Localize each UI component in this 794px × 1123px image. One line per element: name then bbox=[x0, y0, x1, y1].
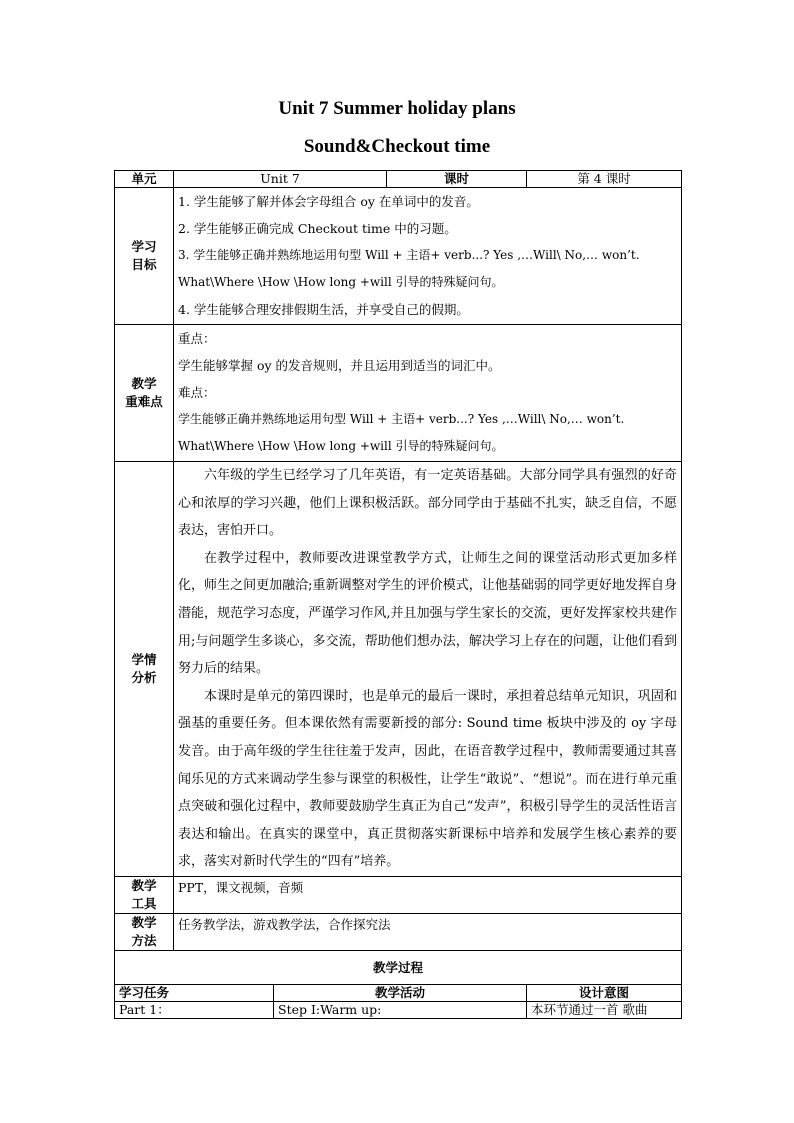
process-col-activity: 教学活动 bbox=[274, 984, 527, 1001]
analysis-paragraph-3: 本课时是单元的第四课时，也是单元的最后一课时，承担着总结单元知识，巩固和强基的重要任务。但本课依然有需要新授的部分: Sound time 板块中涉及的 oy 字母发音。由于高年级的学生往往羞于发声，因此，在语音教学过程中，教师需要通过其喜闻乐见的方式来调动学生参与课堂的积极性，让学生“敢说”、“想说”。而在进行单元重点突破和强化过程中，教师要鼓励学生真正为自己“发声”，积极引导学生的灵活性语言表达和输出。在真实的课堂中，真正贯彻落实新课标中培养和发展学生核心素养的要求，落实对新时代学生的“四有”培养。 bbox=[178, 688, 678, 870]
objective-item-3: 3. 学生能够正确并熟练地运用句型 Will + 主语+ verb...? Yes ,…Will\ No,… won’t. bbox=[178, 248, 640, 262]
objective-item-2: 2. 学生能够正确完成 Checkout time 中的习题。 bbox=[178, 221, 457, 236]
period-value: 第 4 课时 bbox=[527, 171, 682, 188]
process-header-row bbox=[115, 984, 682, 1001]
process-title: 教学过程 bbox=[115, 950, 682, 984]
tools-content bbox=[174, 876, 682, 913]
process-row-1-activity: Step I:Warm up: bbox=[274, 1001, 527, 1018]
tools-label bbox=[115, 876, 174, 913]
unit-label: 单元 bbox=[115, 171, 174, 188]
methods-label bbox=[115, 913, 174, 950]
document-subtitle: Sound&Checkout time bbox=[303, 136, 491, 157]
methods-row bbox=[115, 913, 682, 950]
methods-label-line1: 教学 bbox=[131, 914, 157, 930]
objective-item-1: 1. 学生能够了解并体会字母组合 oy 在单词中的发音。 bbox=[178, 194, 479, 209]
header-row bbox=[115, 171, 682, 188]
difficulty-heading: 难点： bbox=[178, 385, 216, 400]
analysis-paragraph-2: 在教学过程中，教师要改进课堂教学方式，让师生之间的课堂活动形式更加多样化，师生之间更加融洽;重新调整对学生的评价模式，让他基础弱的同学更好地发挥自身潜能，规范学习态度，严谨学习作风,并且加强与学生家长的交流，更好发挥家校共建作用;与问题学生多谈心，多交流，帮助他们想办法，解决学习上存在的问题，让他们看到努力后的结果。 bbox=[178, 550, 678, 677]
analysis-label-line1: 学情 bbox=[131, 651, 157, 667]
key-point-heading: 重点： bbox=[178, 331, 216, 346]
process-row-1-intent: 本环节通过一首 歌曲 bbox=[527, 1001, 682, 1018]
objectives-label-line1: 学习 bbox=[131, 239, 157, 254]
methods-value: 任务教学法，游戏教学法，合作探究法 bbox=[178, 916, 391, 932]
difficulty-text-cont: What\Where \How \How long +will 引导的特殊疑问句。 bbox=[178, 439, 504, 453]
unit-value: Unit 7 bbox=[174, 171, 387, 188]
lesson-plan-table bbox=[114, 170, 682, 1019]
objectives-label bbox=[115, 188, 174, 325]
tools-label-line1: 教学 bbox=[131, 877, 157, 893]
key-points-label bbox=[115, 325, 174, 462]
objective-item-3-cont: What\Where \How \How long +will 引导的特殊疑问句。 bbox=[178, 275, 504, 289]
process-row-1-task: Part 1： bbox=[115, 1001, 274, 1018]
tools-row bbox=[115, 876, 682, 913]
objectives-content bbox=[174, 188, 682, 325]
key-points-label-line1: 教学 bbox=[131, 376, 157, 391]
process-title-row bbox=[115, 950, 682, 984]
period-label: 课时 bbox=[387, 171, 527, 188]
key-points-label-line2: 重难点 bbox=[125, 394, 163, 409]
objectives-row bbox=[115, 188, 682, 325]
tools-label-line2: 工具 bbox=[131, 895, 157, 911]
analysis-paragraph-1: 六年级的学生已经学习了几年英语，有一定英语基础。大部分同学具有强烈的好奇心和浓厚的学习兴趣，他们上课积极活跃。部分同学由于基础不扎实，缺乏自信，不愿表达，害怕开口。 bbox=[178, 468, 678, 539]
methods-label-line2: 方法 bbox=[131, 932, 157, 948]
key-point-text: 学生能够掌握 oy 的发音规则，并且运用到适当的词汇中。 bbox=[178, 358, 501, 373]
key-points-row bbox=[115, 325, 682, 462]
analysis-label-line2: 分析 bbox=[131, 669, 157, 685]
key-points-content bbox=[174, 325, 682, 462]
methods-content bbox=[174, 913, 682, 950]
analysis-content bbox=[174, 462, 682, 877]
process-row-1 bbox=[115, 1001, 682, 1018]
objectives-label-line2: 目标 bbox=[131, 257, 157, 272]
objective-item-4: 4. 学生能够合理安排假期生活，并享受自己的假期。 bbox=[178, 302, 469, 317]
document-title: Unit 7 Summer holiday plans bbox=[278, 98, 516, 119]
difficulty-text: 学生能够正确并熟练地运用句型 Will + 主语+ verb...? Yes ,…Will\ No,… won’t. bbox=[178, 412, 625, 426]
analysis-label bbox=[115, 462, 174, 877]
process-col-task: 学习任务 bbox=[115, 984, 274, 1001]
tools-value: PPT，课文视频，音频 bbox=[178, 879, 304, 895]
process-col-intent: 设计意图 bbox=[527, 984, 682, 1001]
analysis-row bbox=[115, 462, 682, 877]
